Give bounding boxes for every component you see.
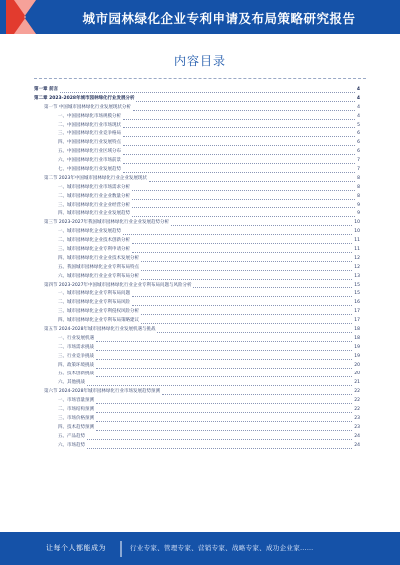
toc-entry-label: 一、行业发展机遇 — [58, 335, 94, 341]
toc-entry-page: 12 — [354, 264, 360, 270]
toc-entry-page: 10 — [354, 229, 360, 235]
toc-entry-label: 第三节 2023-2027年我国城市园林绿化行业企业发展趋势分析 — [44, 220, 169, 226]
footer-slogan: 让每个人都能成为 — [46, 544, 106, 552]
toc-entry[interactable] — [34, 202, 360, 211]
toc-entry-label: 六、中国园林绿化行业市场前景 — [58, 158, 121, 164]
toc-entry[interactable] — [34, 344, 360, 353]
toc-leader-dots — [96, 376, 352, 377]
toc-entry-page: 19 — [354, 344, 360, 350]
toc-leader-dots — [141, 270, 352, 271]
toc-entry-page: 13 — [354, 273, 360, 279]
toc-entry-page: 12 — [354, 255, 360, 261]
toc-entry-page: 8 — [357, 193, 360, 199]
toc-entry-label: 五、产品趋势 — [58, 433, 85, 439]
toc-entry-page: 17 — [354, 318, 360, 324]
toc-entry[interactable] — [34, 219, 360, 228]
toc-entry[interactable] — [34, 122, 360, 131]
toc-leader-dots — [132, 243, 352, 244]
toc-leader-dots — [141, 279, 352, 280]
brand-logo-icon — [6, 0, 40, 34]
toc-entry-label: 四、城市园林绿化行业企业技术发展分析 — [58, 255, 139, 261]
toc-entry[interactable] — [34, 148, 360, 157]
toc-entry[interactable] — [34, 193, 360, 202]
toc-entry-page: 7 — [357, 167, 360, 172]
toc-entry[interactable] — [34, 442, 360, 451]
toc-entry-page: 6 — [357, 131, 360, 137]
toc-leader-dots — [132, 296, 352, 297]
toc-leader-dots — [141, 261, 352, 262]
toc-entry-page: 15 — [354, 291, 360, 297]
toc-entry-page: 21 — [354, 380, 360, 386]
toc-entry-label: 五、我国城市园林绿化企业专利布局特点 — [58, 264, 139, 270]
toc-entry[interactable] — [34, 379, 360, 388]
toc-leader-dots — [133, 110, 355, 111]
toc-entry[interactable] — [34, 415, 360, 424]
toc-entry[interactable] — [34, 388, 360, 397]
toc-entry-page: 6 — [357, 149, 360, 155]
toc-entry[interactable] — [34, 362, 360, 371]
report-title: 城市园林绿化企业专利申请及布局策略研究报告 — [82, 11, 356, 26]
toc-entry-label: 六、其他挑战 — [58, 380, 85, 386]
footer-bar — [0, 532, 400, 565]
toc-leader-dots — [123, 145, 355, 146]
toc-entry[interactable] — [34, 326, 360, 335]
toc-leader-dots — [141, 314, 352, 315]
toc-entry-label: 第五节 2024-2028年城市园林绿化行业发展机遇与挑战 — [44, 327, 156, 333]
toc-leader-dots — [141, 323, 352, 324]
toc-entry-page: 16 — [354, 300, 360, 306]
toc-entry-label: 二、城市园林绿化企业专利布局风险 — [58, 300, 130, 306]
footer-tagline: 行业专家、管理专家、营销专家、战略专家、成功企业家…… — [130, 544, 314, 552]
toc-leader-dots — [96, 412, 352, 413]
toc-entry-page: 24 — [354, 442, 360, 448]
toc-leader-dots — [123, 136, 355, 137]
toc-entry-label: 三、城市园林绿化企业专利申请分析 — [58, 247, 130, 253]
toc-entry-label: 一、城市园林绿化企业发展趋势 — [58, 229, 121, 235]
toc-leader-dots — [132, 216, 355, 217]
toc-entry-page: 4 — [357, 104, 360, 110]
toc-leader-dots — [96, 403, 352, 404]
toc-entry-page: 7 — [357, 158, 360, 164]
toc-entry[interactable] — [34, 335, 360, 344]
toc-leader-dots — [136, 101, 354, 102]
toc-entry[interactable] — [34, 175, 360, 184]
toc-leader-dots — [123, 234, 352, 235]
toc-entry-label: 五、中国园林绿化行业区域分布 — [58, 149, 121, 155]
toc-leader-dots — [123, 154, 355, 155]
toc-entry[interactable] — [34, 228, 360, 237]
toc-entry-label: 二、市场结构预测 — [58, 407, 94, 413]
toc-leader-dots — [87, 448, 352, 449]
toc-entry[interactable] — [34, 424, 360, 433]
toc-entry[interactable] — [34, 104, 360, 113]
toc-leader-dots — [96, 430, 352, 431]
toc-entry-label: 第一章 前言 — [34, 86, 59, 92]
toc-entry-label: 第一节 中国城市园林绿化行业发展现状分析 — [44, 104, 131, 110]
toc-entry-label: 二、城市园林绿化企业技术创新分析 — [58, 238, 130, 244]
toc-leader-dots — [123, 127, 355, 128]
toc-entry-page: 24 — [354, 433, 360, 439]
toc-entry-label: 二、市场需求挑战 — [58, 344, 94, 350]
toc-entry-page: 9 — [357, 202, 360, 208]
toc-entry[interactable] — [34, 406, 360, 415]
toc-entry[interactable] — [34, 95, 360, 104]
toc-entry-page: 4 — [357, 113, 360, 119]
toc-entry-page: 15 — [354, 282, 360, 288]
toc-entry-page: 18 — [354, 335, 360, 341]
toc-entry-page: 18 — [354, 327, 360, 333]
toc-entry-label: 六、城市园林绿化行业企业专利布局分析 — [58, 273, 139, 279]
footer-divider-icon — [118, 541, 124, 557]
toc-entry-page: 22 — [354, 407, 360, 413]
toc-entry[interactable] — [34, 184, 360, 193]
toc-entry-label: 五、技术创新挑战 — [58, 371, 94, 377]
toc-leader-dots — [123, 163, 355, 164]
toc-leader-dots — [162, 394, 352, 395]
toc-entry-label: 一、市场容量预测 — [58, 398, 94, 404]
toc-leader-dots — [132, 199, 355, 200]
toc-leader-dots — [132, 207, 355, 208]
toc-leader-dots — [87, 439, 352, 440]
toc-entry-label: 三、城市园林绿化行业企业经营分析 — [58, 202, 130, 208]
toc-entry-label: 一、中国园林绿化市场规模分析 — [58, 113, 121, 119]
toc-heading: 内容目录 — [173, 54, 226, 68]
toc-entry[interactable] — [34, 273, 360, 282]
toc-leader-dots — [96, 350, 352, 351]
toc-entry[interactable] — [34, 255, 360, 264]
toc-entry-page: 23 — [354, 424, 360, 430]
toc-entry-page: 4 — [356, 95, 360, 101]
toc-entry-page: 8 — [357, 184, 360, 190]
toc-leader-dots — [123, 172, 355, 173]
toc-entry-page: 19 — [354, 353, 360, 359]
toc-leader-dots — [87, 385, 352, 386]
toc-entry[interactable] — [34, 290, 360, 299]
toc-entry-page: 9 — [357, 211, 360, 217]
toc-entry-label: 三、中国园林绿化行业竞争格局 — [58, 131, 121, 137]
toc-entry-page: 22 — [354, 389, 360, 395]
toc-leader-dots — [96, 368, 352, 369]
toc-entry[interactable] — [34, 308, 360, 317]
toc-entry-page: 11 — [354, 247, 360, 253]
toc-entry-label: 二、城市园林绿化行业企业数量分析 — [58, 193, 130, 199]
toc-entry-page: 5 — [357, 122, 360, 128]
toc-entry-label: 三、市场价格预测 — [58, 415, 94, 421]
toc-entry-page: 17 — [354, 309, 360, 315]
toc-entry-label: 四、政策环境挑战 — [58, 362, 94, 368]
toc-entry-page: 22 — [354, 398, 360, 404]
toc-entry[interactable] — [34, 299, 360, 308]
toc-entry[interactable] — [34, 264, 360, 273]
toc-entry-label: 四、城市园林绿化行业企业发展趋势 — [58, 211, 130, 217]
header-bar — [0, 0, 400, 34]
toc-entry-page: 6 — [357, 140, 360, 146]
toc-leader-dots — [96, 421, 352, 422]
toc-leader-dots — [60, 92, 355, 93]
toc-entry[interactable] — [34, 353, 360, 362]
toc-entry[interactable] — [34, 130, 360, 139]
toc-entry[interactable] — [34, 237, 360, 246]
toc-leader-dots — [132, 252, 352, 253]
table-of-contents — [34, 86, 360, 451]
toc-entry[interactable] — [34, 157, 360, 166]
toc-entry-page: 20 — [354, 371, 360, 377]
toc-entry[interactable] — [34, 371, 360, 380]
toc-entry-label: 四、中国园林绿化行业发展特点 — [58, 140, 121, 146]
toc-entry[interactable] — [34, 86, 360, 95]
toc-entry[interactable] — [34, 433, 360, 442]
toc-entry-page: 20 — [354, 362, 360, 368]
toc-leader-dots — [96, 341, 352, 342]
toc-entry-label: 七、中国园林绿化行业发展趋势 — [58, 167, 121, 172]
toc-entry-label: 六、市场趋势 — [58, 442, 85, 448]
toc-entry-label: 四、城市园林绿化企业专利布局策略建议 — [58, 318, 139, 324]
toc-entry-label: 三、城市园林绿化企业专利侵权风险分析 — [58, 309, 139, 315]
toc-entry[interactable] — [34, 282, 360, 291]
toc-entry-label: 一、城市园林绿化行业市场需求分析 — [58, 184, 130, 190]
toc-leader-dots — [123, 119, 355, 120]
toc-leader-dots — [149, 181, 355, 182]
toc-entry-page: 11 — [354, 238, 360, 244]
toc-leader-dots — [193, 287, 352, 288]
toc-leader-dots — [96, 359, 352, 360]
toc-leader-dots — [132, 305, 352, 306]
toc-entry-page: 10 — [354, 220, 360, 226]
toc-leader-dots — [171, 225, 352, 226]
toc-leader-dots — [157, 332, 352, 333]
toc-entry-label: 三、行业竞争挑战 — [58, 353, 94, 359]
toc-entry-label: 第六节 2024-2028年城市园林绿化行业市场发展趋势预测 — [44, 389, 160, 395]
toc-entry[interactable] — [34, 139, 360, 148]
toc-entry[interactable] — [34, 397, 360, 406]
toc-entry-label: 第二节 2023年中国城市园林绿化行业企业发展现状 — [44, 175, 147, 181]
toc-entry-label: 二、中国园林绿化行业市场现状 — [58, 122, 121, 128]
toc-entry-page: 4 — [356, 86, 360, 92]
heading-divider — [34, 78, 366, 79]
toc-entry[interactable] — [34, 166, 360, 175]
toc-entry[interactable] — [34, 113, 360, 122]
toc-entry-label: 第二章 2023-2028年城市园林绿化行业发展分析 — [34, 95, 135, 101]
toc-entry[interactable] — [34, 246, 360, 255]
toc-entry-label: 一、城市园林绿化企业专利布局问题 — [58, 291, 130, 297]
toc-entry[interactable] — [34, 317, 360, 326]
toc-entry-label: 第四节 2023-2027年中国城市园林绿化行业企业专利布局问题与风险分析 — [44, 282, 192, 288]
toc-entry[interactable] — [34, 210, 360, 219]
toc-entry-page: 8 — [357, 175, 360, 181]
toc-entry-label: 四、技术趋势预测 — [58, 424, 94, 430]
toc-leader-dots — [132, 190, 355, 191]
toc-entry-page: 23 — [354, 415, 360, 421]
